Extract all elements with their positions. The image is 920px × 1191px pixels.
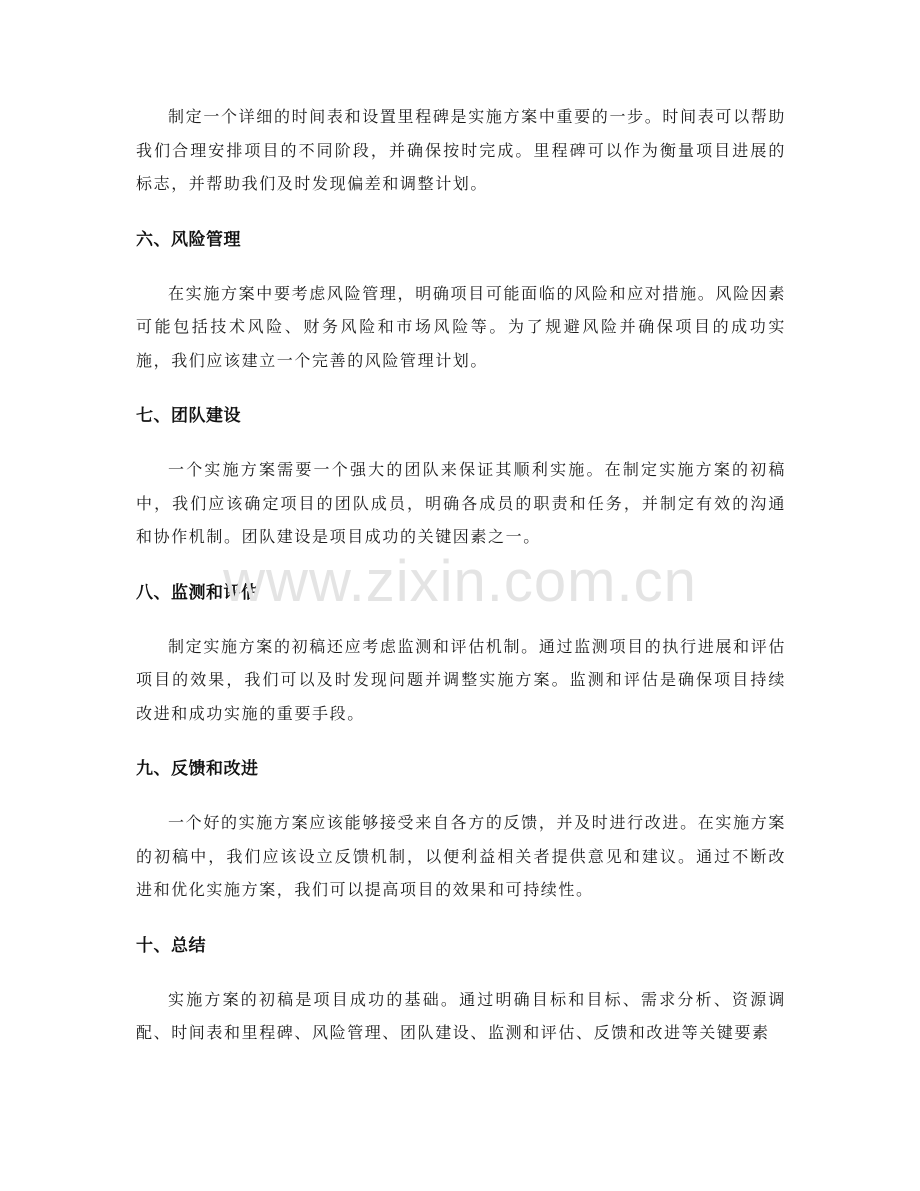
heading-summary: 十、总结 (136, 935, 206, 956)
paragraph-monitoring-evaluation: 制定实施方案的初稿还应考虑监测和评估机制。通过监测项目的执行进展和评估项目的效果，我们可以及时发现问题并调整实施方案。监测和评估是确保项目持续改进和成功实施的重要手段。 (136, 636, 786, 723)
watermark: www.zixin.com.cn (223, 549, 697, 614)
heading-team-building: 七、团队建设 (136, 406, 241, 426)
paragraph-feedback-improvement: 一个好的实施方案应该能够接受来自各方的反馈，并及时进行改进。在实施方案的初稿中，我们应该设立反馈机制，以便利益相关者提供意见和建议。通过不断改进和优化实施方案，我们可以提高项目的效果和可持续性。 (136, 813, 786, 899)
paragraph-risk-management: 在实施方案中要考虑风险管理，明确项目可能面临的风险和应对措施。风险因素可能包括技术风险、财务风险和市场风险等。为了规避风险并确保项目的成功实施，我们应该建立一个完善的风险管理计划。 (136, 283, 786, 370)
paragraph-team-building: 一个实施方案需要一个强大的团队来保证其顺利实施。在制定实施方案的初稿中，我们应该确定项目的团队成员，明确各成员的职责和任务，并制定有效的沟通和协作机制。团队建设是项目成功的关键因素之一。 (136, 460, 786, 546)
heading-feedback-improvement: 九、反馈和改进 (136, 759, 259, 779)
paragraph-summary: 实施方案的初稿是项目成功的基础。通过明确目标和目标、需求分析、资源调配、时间表和里程碑、风险管理、团队建设、监测和评估、反馈和改进等关键要素 (136, 989, 786, 1042)
heading-risk-management: 六、风险管理 (136, 229, 241, 250)
paragraph-timeline: 制定一个详细的时间表和设置里程碑是实施方案中重要的一步。时间表可以帮助我们合理安排项目的不同阶段，并确保按时完成。里程碑可以作为衡量项目进展的标志，并帮助我们及时发现偏差和调整计划。 (136, 107, 786, 193)
document-body (136, 100, 786, 1050)
heading-monitoring-evaluation: 八、监测和评估 (136, 582, 259, 603)
